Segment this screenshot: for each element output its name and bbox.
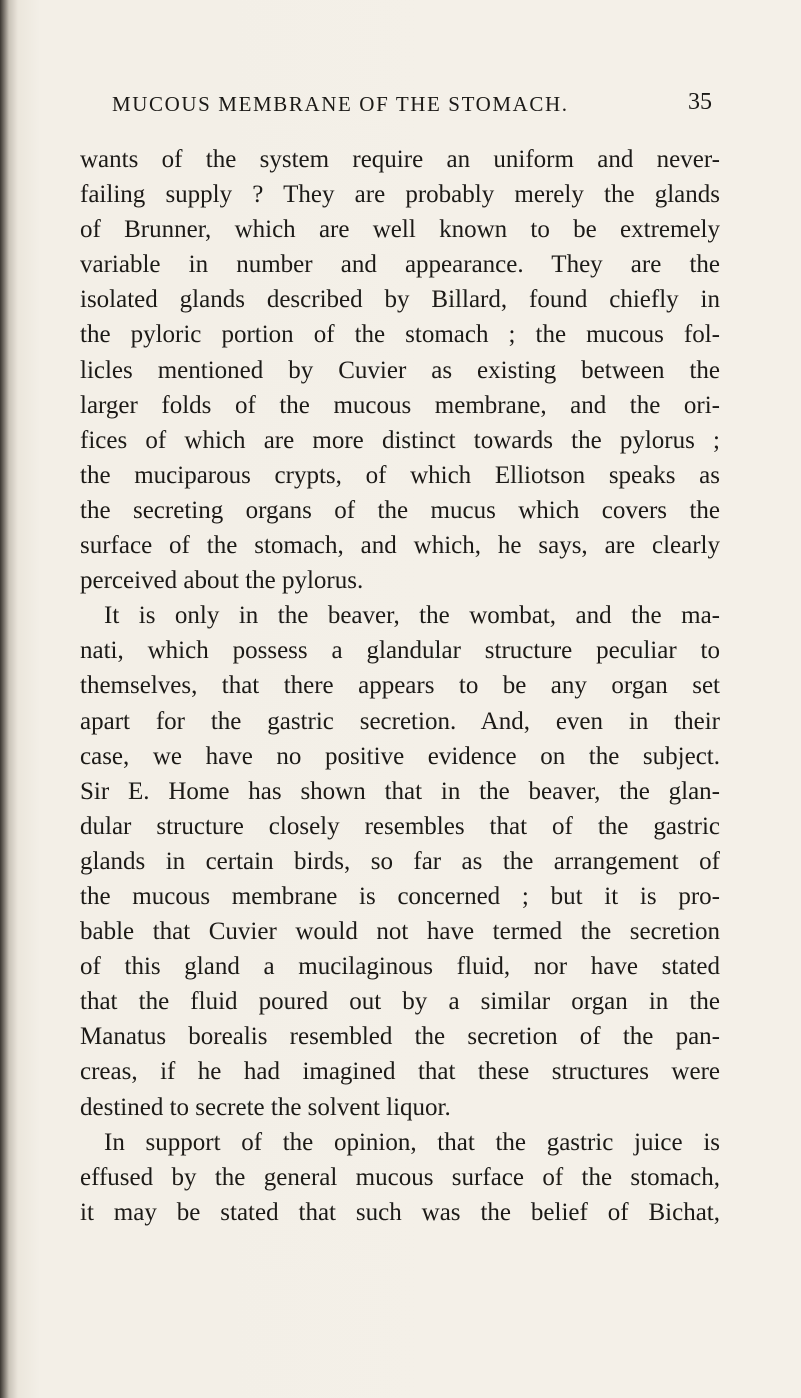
text-line: Sir E. Home has shown that in the beaver, the glan-	[80, 777, 720, 805]
text-line: In support of the opinion, that the gastric juice is	[104, 1128, 720, 1156]
text-line: effused by the general mucous surface of the stomach,	[80, 1163, 720, 1191]
text-line: surface of the stomach, and which, he says, are clearly	[80, 532, 720, 560]
text-line: Manatus borealis resembled the secretion of the pan-	[80, 1023, 720, 1051]
text-line: apart for the gastric secretion. And, even in their	[80, 707, 720, 735]
text-line: case, we have no positive evidence on the subject.	[80, 742, 720, 770]
text-line: variable in number and appearance. They are the	[80, 251, 720, 279]
text-line: the secreting organs of the mucus which covers the	[80, 496, 720, 524]
text-line: that the fluid poured out by a similar organ in the	[80, 988, 720, 1016]
text-line: nati, which possess a glandular structure peculiar to	[80, 637, 720, 665]
running-title: MUCOUS MEMBRANE OF THE STOMACH.	[112, 92, 569, 116]
text-line: the pyloric portion of the stomach ; the mucous fol-	[80, 321, 720, 349]
text-line: fices of which are more distinct towards the pylorus ;	[80, 426, 720, 454]
text-line: creas, if he had imagined that these structures were	[80, 1058, 720, 1086]
body-text	[80, 142, 720, 1230]
text-line: isolated glands described by Billard, found chiefly in	[80, 286, 720, 314]
running-head	[112, 89, 712, 124]
text-line: themselves, that there appears to be any organ set	[80, 672, 720, 700]
text-line: the mucous membrane is concerned ; but it is pro-	[80, 882, 720, 910]
text-line: glands in certain birds, so far as the arrangement of	[80, 847, 720, 875]
text-line: destined to secrete the solvent liquor.	[80, 1093, 451, 1121]
text-line: It is only in the beaver, the wombat, and the ma-	[104, 602, 720, 630]
text-line: failing supply ? They are probably merely the glands	[80, 181, 720, 209]
text-line: of this gland a mucilaginous fluid, nor have stated	[80, 953, 720, 981]
text-line: larger folds of the mucous membrane, and the ori-	[80, 391, 720, 419]
text-line: of Brunner, which are well known to be extremely	[80, 216, 720, 244]
text-line: perceived about the pylorus.	[80, 567, 364, 595]
text-line: it may be stated that such was the belief of Bichat,	[80, 1198, 720, 1226]
text-line: wants of the system require an uniform and never-	[80, 146, 720, 173]
text-line: the muciparous crypts, of which Elliotson speaks as	[80, 461, 720, 489]
text-line: licles mentioned by Cuvier as existing between the	[80, 356, 720, 384]
page-number: 35	[688, 89, 712, 115]
text-line: dular structure closely resembles that of the gastric	[80, 812, 720, 840]
text-line: bable that Cuvier would not have termed the secretion	[80, 918, 720, 946]
